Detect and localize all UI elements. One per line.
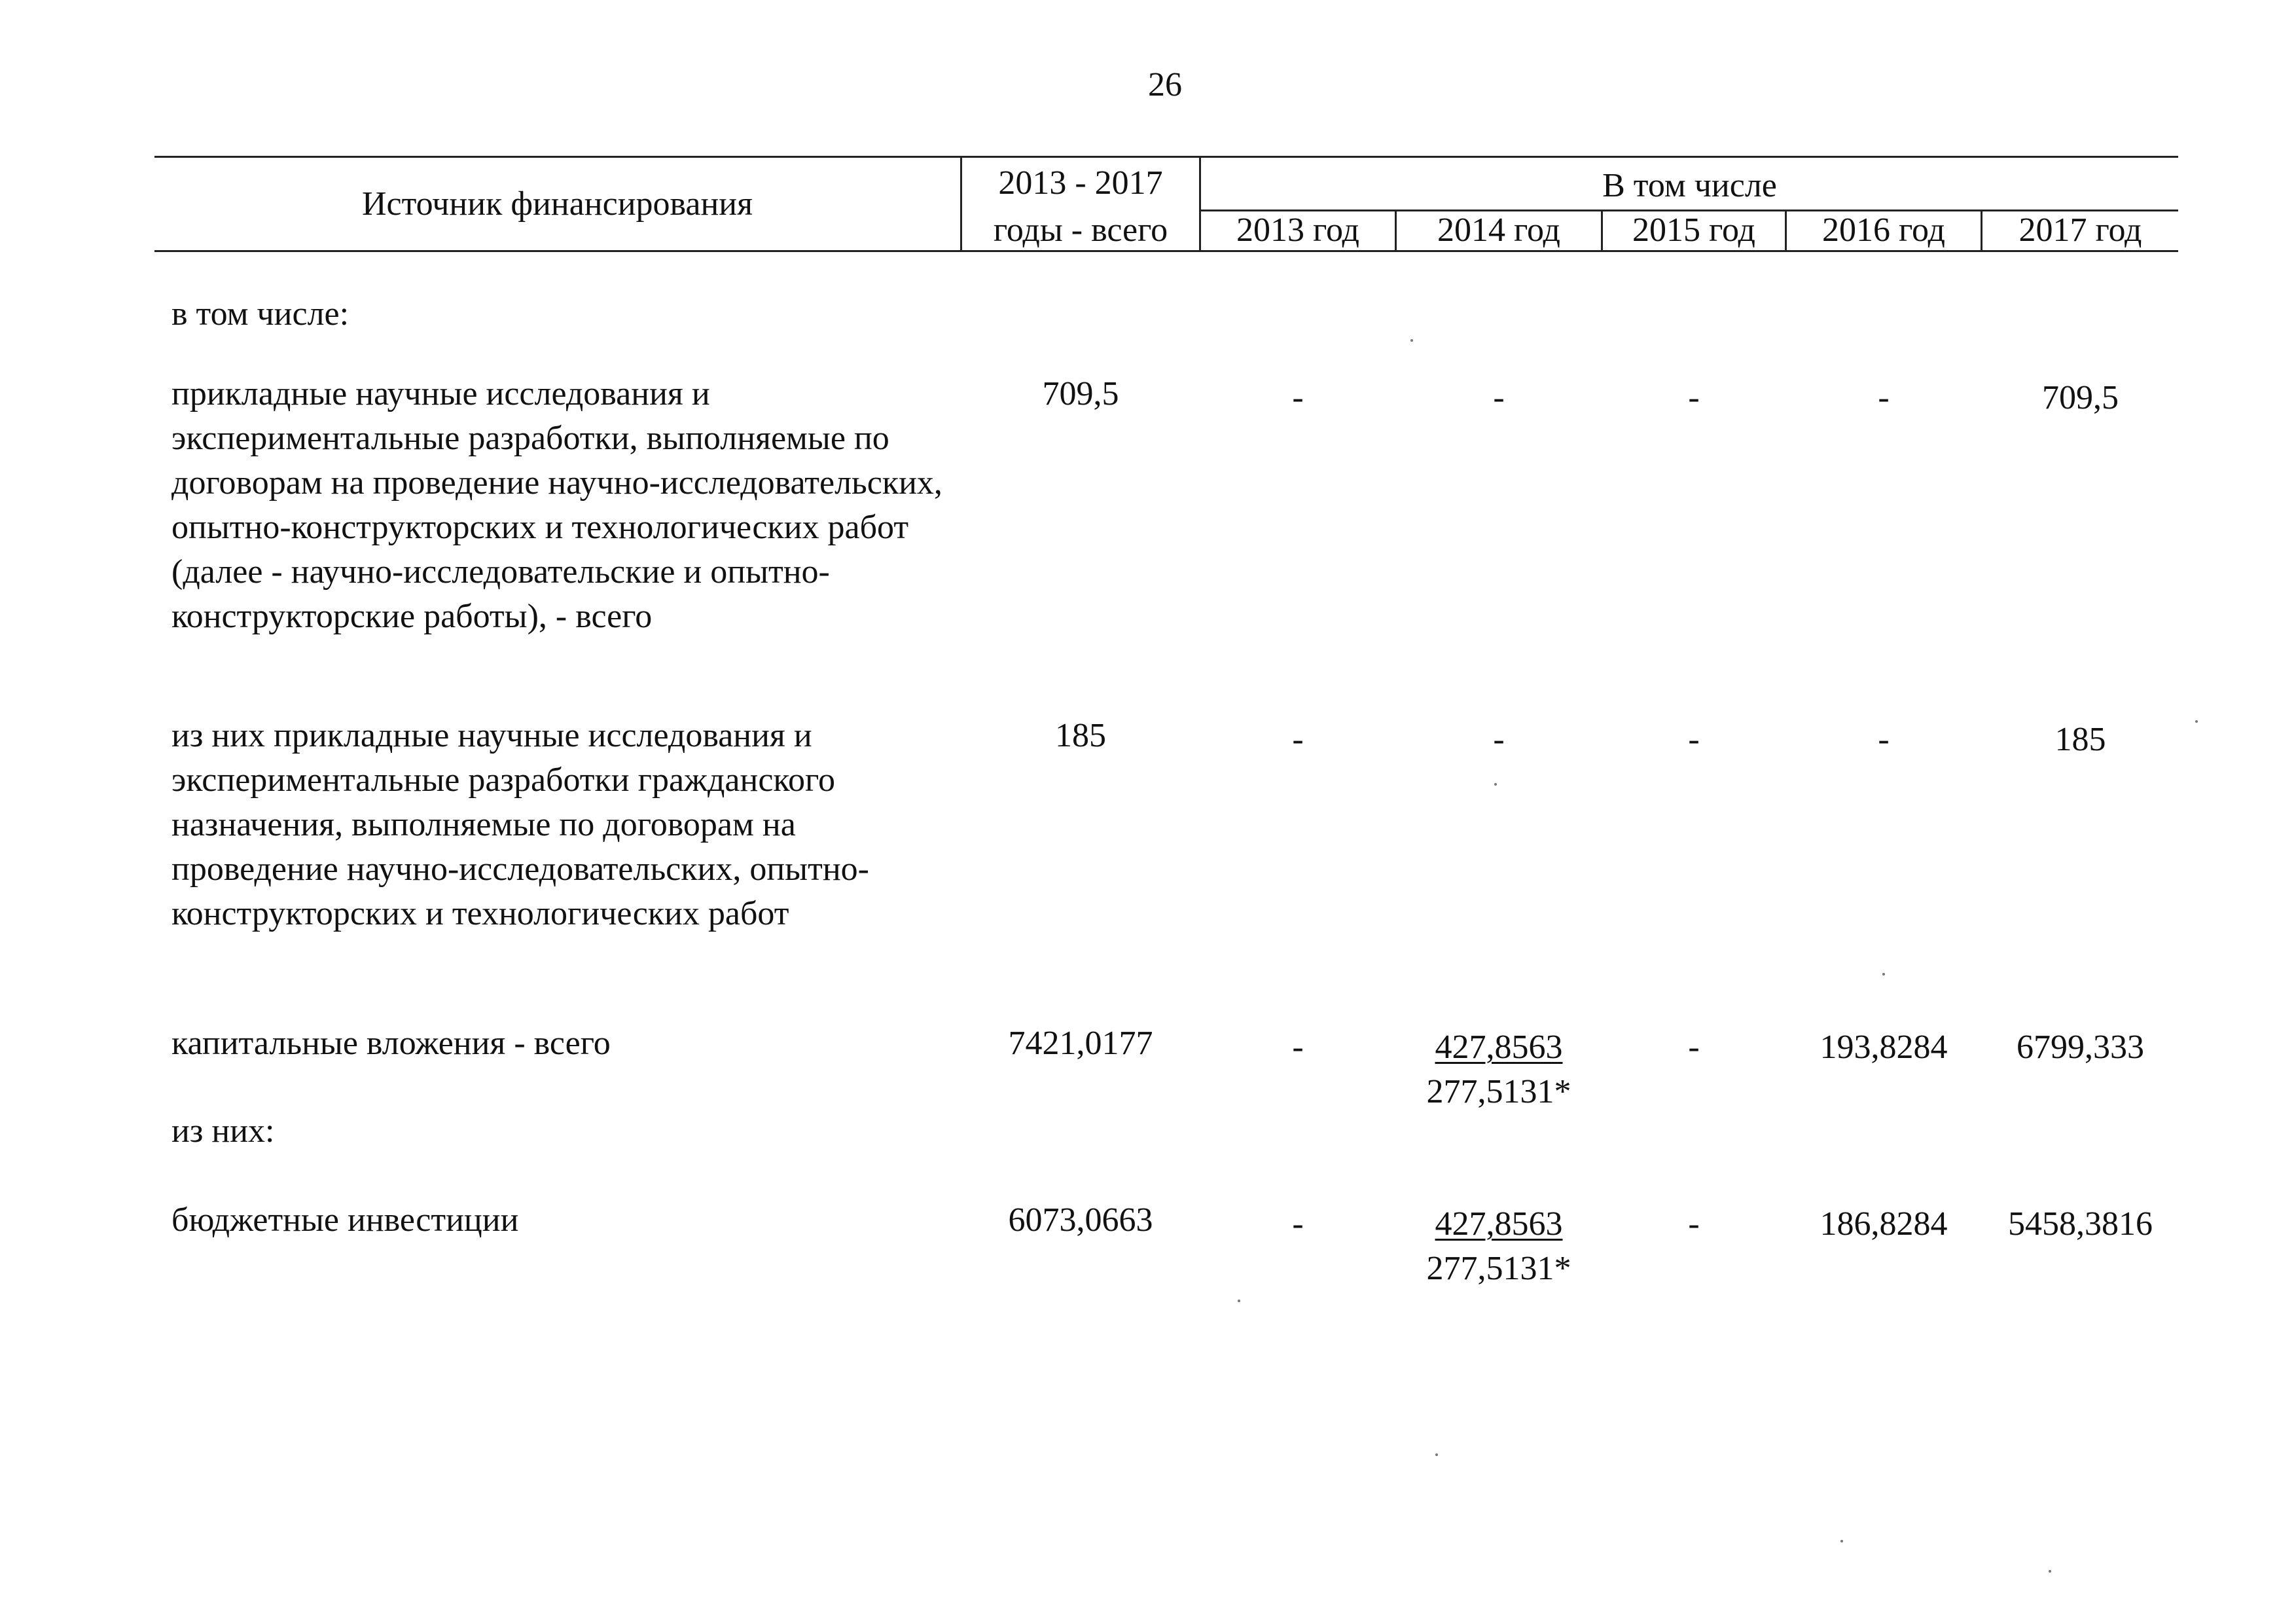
scan-speck: [2049, 1570, 2051, 1573]
cell-2014: -: [1493, 721, 1505, 758]
cell-2014-stack: [1397, 1202, 1601, 1291]
header-year: 2015 год: [1632, 211, 1755, 249]
cell-2017: 709,5: [2042, 379, 2119, 416]
cell-2015: -: [1688, 1029, 1700, 1066]
header-year: 2014 год: [1437, 211, 1560, 249]
cell-2015: -: [1688, 379, 1700, 416]
header-source: Источник финансирования: [361, 185, 753, 223]
page-number: 26: [1148, 66, 1182, 103]
scan-speck: [1238, 1300, 1240, 1302]
cell-2017: 5458,3816: [2008, 1205, 2153, 1243]
cell-2013: -: [1292, 379, 1304, 416]
row-label: бюджетные инвестиции: [171, 1201, 519, 1239]
header-total-line1: 2013 - 2017: [998, 164, 1163, 202]
cell-2013: -: [1292, 721, 1304, 758]
row-total: 7421,0177: [1008, 1025, 1153, 1062]
row-label: из них:: [171, 1112, 275, 1150]
header-year: 2016 год: [1822, 211, 1945, 249]
cell-2014-note: 277,5131*: [1426, 1073, 1571, 1110]
row-label: прикладные научные исследования и экспериментальные разработки, выполняемые по договорам на проведение научно-исследовательских, опытно-конструкторских и технологических работ (далее - научно-исследовательские и опытно-конструкторские работы), - всего: [171, 375, 942, 635]
cell-2017: 6799,333: [2017, 1029, 2144, 1066]
scan-speck: [1882, 973, 1885, 976]
cell-2015: -: [1688, 721, 1700, 758]
cell-2014-note: 277,5131*: [1426, 1250, 1571, 1287]
cell-2013: -: [1292, 1029, 1304, 1066]
cell-2014-value: 427,8563: [1435, 1029, 1563, 1066]
cell-2013: -: [1292, 1205, 1304, 1243]
row-label: капитальные вложения - всего: [171, 1025, 611, 1062]
row-label: из них прикладные научные исследования и экспериментальные разработки гражданского назначения, выполняемые по договорам на проведение научно-исследовательских, опытно-конструкторских и технологических работ: [171, 717, 869, 932]
cell-2014: -: [1493, 379, 1505, 416]
cell-2016: -: [1878, 379, 1890, 416]
header-year: 2013 год: [1236, 211, 1359, 249]
row-total: 709,5: [1042, 375, 1119, 412]
row-total: 6073,0663: [1008, 1201, 1153, 1239]
cell-2015: -: [1688, 1205, 1700, 1243]
scan-speck: [1494, 783, 1497, 786]
header-total-line2: годы - всего: [993, 211, 1168, 249]
cell-2017: 185: [2054, 721, 2106, 758]
scan-speck: [1840, 1540, 1843, 1542]
header-group: В том числе: [1602, 167, 1777, 204]
cell-2016: -: [1878, 721, 1890, 758]
cell-2014-stack: [1397, 1025, 1601, 1114]
cell-2016: 193,8284: [1820, 1029, 1948, 1066]
scan-speck: [2195, 720, 2198, 723]
scan-speck: [1435, 1453, 1438, 1456]
cell-2016: 186,8284: [1820, 1205, 1948, 1243]
scan-speck: [1410, 339, 1413, 342]
row-label: в том числе:: [171, 295, 350, 333]
table-top-rule: [154, 156, 2178, 158]
header-year: 2017 год: [2018, 211, 2142, 249]
row-total: 185: [1055, 717, 1106, 754]
cell-2014-value: 427,8563: [1435, 1205, 1563, 1243]
